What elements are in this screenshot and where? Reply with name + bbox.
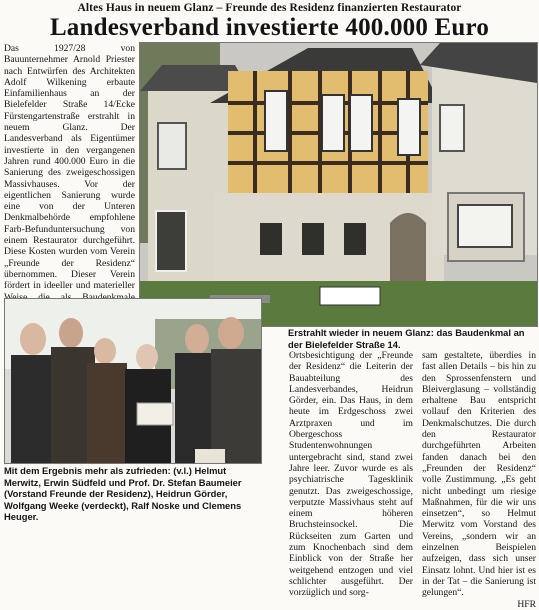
house-illustration [140, 43, 537, 326]
article-kicker: Altes Haus in neuem Glanz – Freunde des Residenz finanzierten Restaurator [77, 2, 462, 14]
article-column-2 [289, 350, 413, 599]
column-1-paragraph-1: Das 1927/28 von Bauunternehmer Arnold Priester nach Entwürfen des Architekten Adolf Wilkening erbaute Einfamilienhaus an der Bielefelder Straße 14/Ecke Fürstengartenstraße erstrahlt in neuem Glanz. Der Landesverband als Eigentümer investierte in den vergangenen Jahren rund 400.000 Euro in die Sanierung des zweigeschossigen Massivhauses. Vor der eigentlichen Sanierung wurde eine von der Unteren Denkmalbehörde empfohlene Farb-Befunduntersuchung von einem Restaurator durchgeführt. Diese Kosten wurden vom Verein „Freunde der Residenz“ übernommen. Dieser Verein fördert in ideeller und materieller [4, 43, 135, 292]
article-headline: Landesverband investierte 400.000 Euro [49, 14, 490, 41]
column-3-paragraph: sam gestaltete, überdies in fast allen Details – bis hin zu den Sprossenfenstern und Bleiverglasung – vollständig erhaltene Bau entspricht vollauf den Kriterien des Denkmalschutzes. Die durch den Restaurator durchgeführten Arbeiten fanden danach bei den „Freunden der Residenz“ volle Zustimmung. „Es geht nicht unbedingt um riesige Maßnahmen, für die wir uns einsetzen“, so Helmut Merwitz vom Vorstand des Vereins, „sondern wir an einzelnen Beispielen aufzeigen, dass sich unser Einsatz lohnt. Und hier ist es in der Tat – die Sanierung ist gelungen“. [422, 350, 536, 599]
article-column-3 [422, 350, 536, 610]
group-photo [4, 298, 262, 464]
house-photo-caption: Erstrahlt wieder in neuem Glanz: das Baudenkmal an der Bielefelder Straße 14. [288, 327, 525, 350]
group-photo-caption: Mit dem Ergebnis mehr als zufrieden: (v.l.) Helmut Merwitz, Erwin Südfeld und Prof. Dr. Stefan Baumeier (Vorstand Freunde der Residenz), Heidrun Görder, Wolfgang Weeke (verdeckt), Ralf Noske und Clemens Heuger. [4, 465, 242, 522]
group-illustration [5, 299, 261, 463]
author-initials: HFR [517, 598, 536, 610]
column-2-paragraph: Ortsbesichtigung der „Freunde der Residenz“ die Leiterin der Bauabteilung des Landesverbandes, Heidrun Görder, ein. Das Haus, in dem heute im Erdgeschoss zwei Arztpraxen und im Obergeschoss Studentenwohnungen untergebracht sind, stand zwei Jahre leer. Zuvor wurde es als psychiatrische Tagesklinik genutzt. Das zweigeschossige, verputzte Massivhaus steht auf einem höheren Bruchsteinsockel. Die Rückseiten zum Garten und zum Knochenbach sind dem Einblick von der Straße her weitgehend entzogen und viel schlichter ausgeführt. Der vorzüglich und sorg- [289, 350, 413, 599]
house-photo [139, 42, 538, 327]
